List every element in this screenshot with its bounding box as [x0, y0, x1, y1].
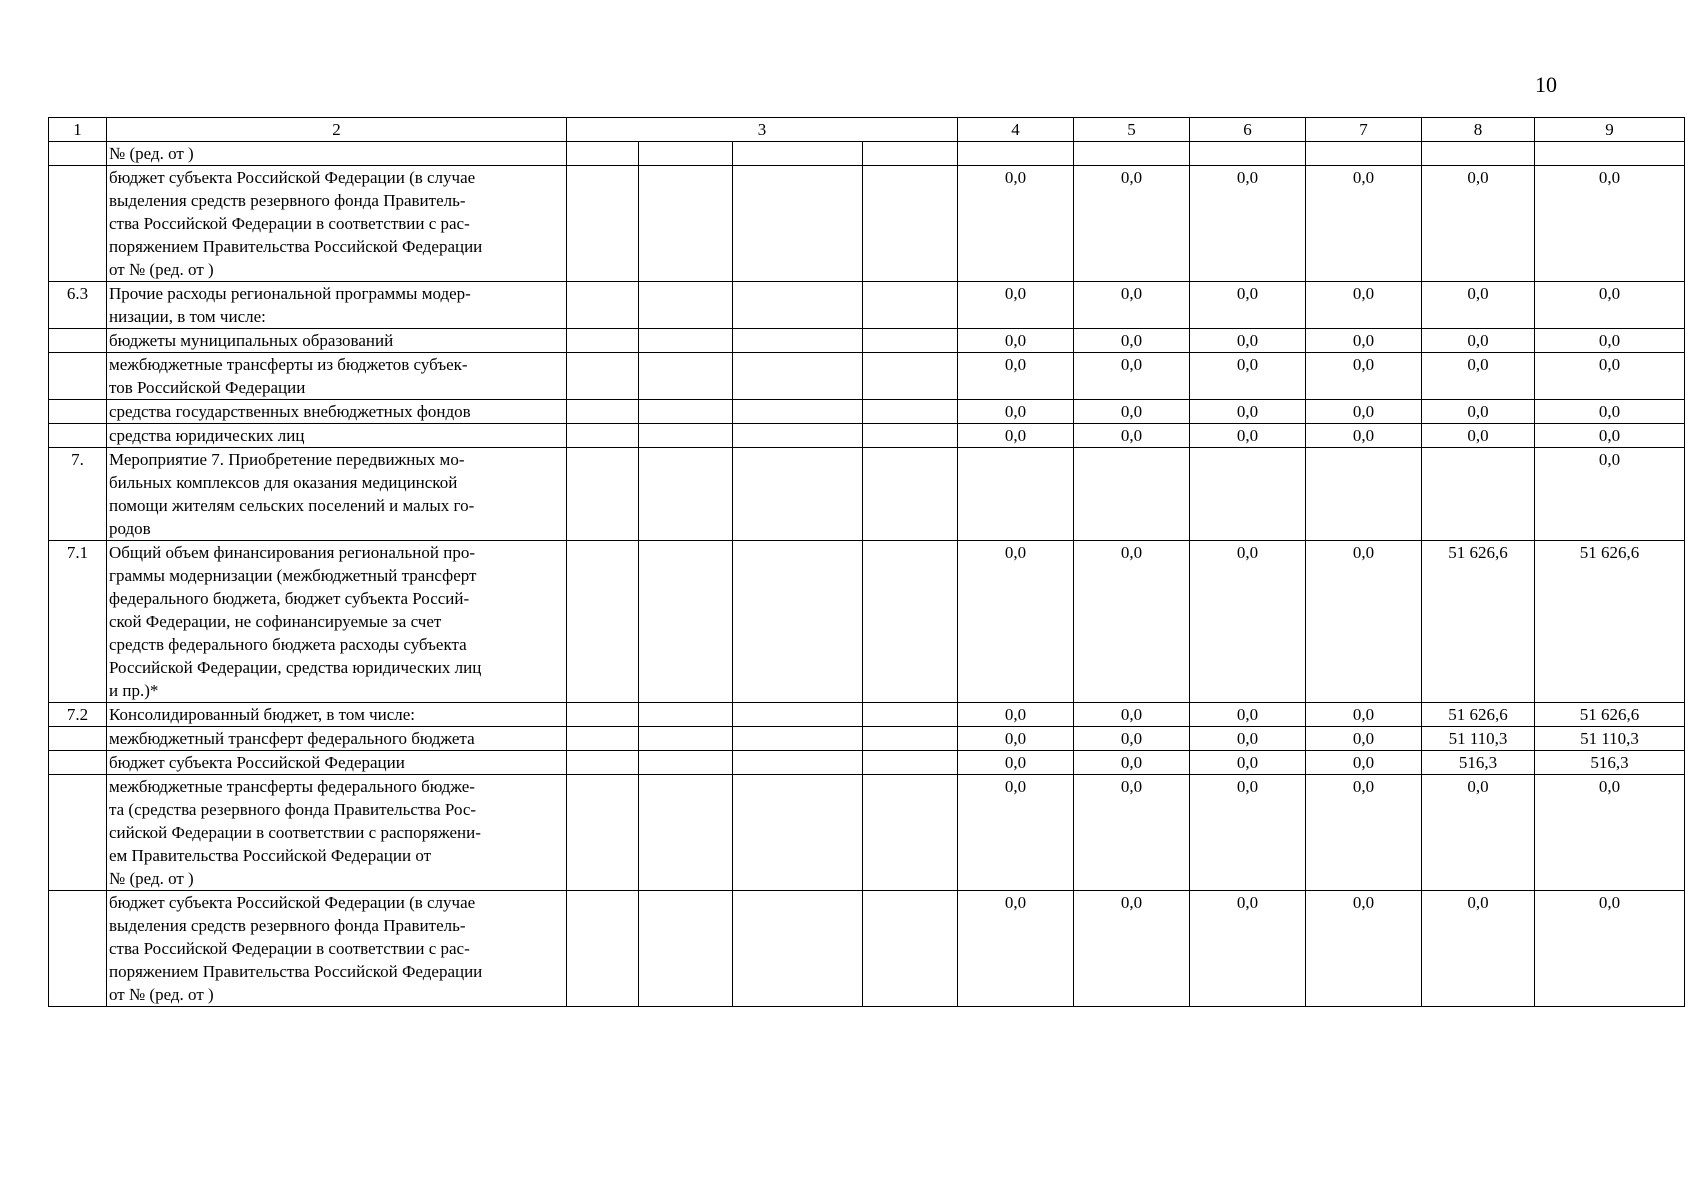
value-cell: 0,0: [1535, 353, 1685, 400]
empty-cell: [733, 541, 863, 703]
row-description: межбюджетные трансферты федерального бюдже- та (средства резервного фонда Правительства Рос- сийской Федерации в соответствии с распоряжени- ем Правительства Российской Федерации от № (ред. от ): [107, 775, 567, 891]
empty-cell: [567, 891, 639, 1007]
table-row: [49, 142, 1685, 166]
empty-cell: [567, 541, 639, 703]
empty-cell: [733, 353, 863, 400]
empty-cell: [733, 400, 863, 424]
table-row: [49, 282, 1685, 329]
row-description: средства государственных внебюджетных фондов: [107, 400, 567, 424]
value-cell: [1306, 448, 1422, 541]
header-col-4: 4: [958, 118, 1074, 142]
empty-cell: [863, 727, 958, 751]
empty-cell: [639, 353, 733, 400]
empty-cell: [567, 329, 639, 353]
empty-cell: [639, 282, 733, 329]
header-col-2: 2: [107, 118, 567, 142]
value-cell: 0,0: [1306, 891, 1422, 1007]
value-cell: 0,0: [1306, 727, 1422, 751]
header-col-9: 9: [1535, 118, 1685, 142]
value-cell: 0,0: [1074, 282, 1190, 329]
row-number: 7.2: [49, 703, 107, 727]
value-cell: 0,0: [1190, 541, 1306, 703]
value-cell: [1306, 142, 1422, 166]
value-cell: 0,0: [958, 541, 1074, 703]
value-cell: 0,0: [1306, 424, 1422, 448]
value-cell: 0,0: [1306, 282, 1422, 329]
empty-cell: [863, 353, 958, 400]
row-description: Общий объем финансирования региональной про- граммы модернизации (межбюджетный трансферт федерального бюджета, бюджет субъекта Россий- ской Федерации, не софинансируемые за счет средств федерального бюджета расходы субъекта Российской Федерации, средства юридических лиц и пр.)*: [107, 541, 567, 703]
value-cell: 0,0: [1306, 751, 1422, 775]
value-cell: [958, 448, 1074, 541]
value-cell: 51 626,6: [1422, 541, 1535, 703]
table-row: [49, 166, 1685, 282]
value-cell: 0,0: [1190, 166, 1306, 282]
value-cell: 0,0: [1074, 775, 1190, 891]
value-cell: 0,0: [1422, 400, 1535, 424]
value-cell: 0,0: [1535, 891, 1685, 1007]
empty-cell: [733, 891, 863, 1007]
value-cell: 0,0: [958, 282, 1074, 329]
value-cell: 0,0: [1306, 353, 1422, 400]
value-cell: [1190, 448, 1306, 541]
value-cell: 0,0: [958, 166, 1074, 282]
value-cell: 0,0: [1074, 541, 1190, 703]
empty-cell: [733, 775, 863, 891]
value-cell: 0,0: [1074, 424, 1190, 448]
empty-cell: [733, 282, 863, 329]
header-col-6: 6: [1190, 118, 1306, 142]
value-cell: 0,0: [958, 751, 1074, 775]
row-number: 7.1: [49, 541, 107, 703]
empty-cell: [639, 775, 733, 891]
row-number: [49, 775, 107, 891]
empty-cell: [567, 282, 639, 329]
value-cell: 516,3: [1535, 751, 1685, 775]
row-description: бюджет субъекта Российской Федерации (в случае выделения средств резервного фонда Правитель- ства Российской Федерации в соответствии с рас- поряжением Правительства Российской Федерации от № (ред. от ): [107, 891, 567, 1007]
row-number: [49, 166, 107, 282]
empty-cell: [733, 142, 863, 166]
table-row: [49, 703, 1685, 727]
value-cell: 0,0: [1074, 751, 1190, 775]
row-number: [49, 142, 107, 166]
row-description: бюджеты муниципальных образований: [107, 329, 567, 353]
row-description: средства юридических лиц: [107, 424, 567, 448]
empty-cell: [733, 703, 863, 727]
empty-cell: [567, 727, 639, 751]
empty-cell: [639, 166, 733, 282]
row-description: бюджет субъекта Российской Федерации (в случае выделения средств резервного фонда Правитель- ства Российской Федерации в соответствии с рас- поряжением Правительства Российской Федерации от № (ред. от ): [107, 166, 567, 282]
value-cell: 0,0: [1422, 166, 1535, 282]
table-row: [49, 424, 1685, 448]
value-cell: 0,0: [1190, 400, 1306, 424]
value-cell: 0,0: [1535, 775, 1685, 891]
value-cell: 0,0: [1190, 751, 1306, 775]
value-cell: 0,0: [1190, 891, 1306, 1007]
row-description: межбюджетный трансферт федерального бюджета: [107, 727, 567, 751]
value-cell: 0,0: [1535, 400, 1685, 424]
row-description: № (ред. от ): [107, 142, 567, 166]
value-cell: [1422, 142, 1535, 166]
empty-cell: [639, 400, 733, 424]
table-row: [49, 353, 1685, 400]
empty-cell: [863, 142, 958, 166]
empty-cell: [733, 329, 863, 353]
empty-cell: [639, 891, 733, 1007]
value-cell: 0,0: [1190, 775, 1306, 891]
table-row: [49, 400, 1685, 424]
value-cell: 0,0: [958, 353, 1074, 400]
table-row: [49, 448, 1685, 541]
empty-cell: [639, 703, 733, 727]
value-cell: 0,0: [958, 727, 1074, 751]
value-cell: 0,0: [1074, 353, 1190, 400]
value-cell: 0,0: [958, 400, 1074, 424]
value-cell: 0,0: [1074, 703, 1190, 727]
value-cell: [1074, 142, 1190, 166]
empty-cell: [567, 166, 639, 282]
value-cell: 0,0: [958, 703, 1074, 727]
row-number: 6.3: [49, 282, 107, 329]
value-cell: 0,0: [1535, 424, 1685, 448]
table-row: [49, 775, 1685, 891]
value-cell: 51 626,6: [1422, 703, 1535, 727]
value-cell: 0,0: [1535, 448, 1685, 541]
empty-cell: [863, 424, 958, 448]
value-cell: 0,0: [1535, 329, 1685, 353]
row-number: [49, 424, 107, 448]
value-cell: 0,0: [958, 891, 1074, 1007]
value-cell: 0,0: [1535, 166, 1685, 282]
value-cell: 0,0: [1422, 329, 1535, 353]
value-cell: [958, 142, 1074, 166]
empty-cell: [733, 166, 863, 282]
empty-cell: [863, 891, 958, 1007]
empty-cell: [863, 400, 958, 424]
empty-cell: [639, 541, 733, 703]
row-number: [49, 751, 107, 775]
empty-cell: [567, 400, 639, 424]
value-cell: 0,0: [1306, 541, 1422, 703]
row-description: Консолидированный бюджет, в том числе:: [107, 703, 567, 727]
value-cell: 516,3: [1422, 751, 1535, 775]
row-number: [49, 891, 107, 1007]
header-col-3: 3: [567, 118, 958, 142]
value-cell: 0,0: [1074, 400, 1190, 424]
value-cell: 0,0: [1306, 703, 1422, 727]
row-number: [49, 353, 107, 400]
value-cell: 0,0: [1074, 166, 1190, 282]
row-number: 7.: [49, 448, 107, 541]
value-cell: 0,0: [1422, 891, 1535, 1007]
header-col-8: 8: [1422, 118, 1535, 142]
table-row: [49, 751, 1685, 775]
value-cell: 0,0: [1422, 353, 1535, 400]
empty-cell: [639, 329, 733, 353]
header-col-7: 7: [1306, 118, 1422, 142]
empty-cell: [567, 353, 639, 400]
empty-cell: [733, 448, 863, 541]
row-description: Мероприятие 7. Приобретение передвижных мо- бильных комплексов для оказания медицинской помощи жителям сельских поселений и малых го- родов: [107, 448, 567, 541]
value-cell: 0,0: [1190, 703, 1306, 727]
empty-cell: [639, 727, 733, 751]
value-cell: 0,0: [1074, 891, 1190, 1007]
empty-cell: [567, 424, 639, 448]
value-cell: 0,0: [1535, 282, 1685, 329]
value-cell: 51 110,3: [1535, 727, 1685, 751]
empty-cell: [863, 329, 958, 353]
empty-cell: [567, 448, 639, 541]
value-cell: 0,0: [1422, 282, 1535, 329]
row-description: межбюджетные трансферты из бюджетов субъек- тов Российской Федерации: [107, 353, 567, 400]
empty-cell: [639, 142, 733, 166]
header-col-1: 1: [49, 118, 107, 142]
value-cell: 0,0: [1190, 329, 1306, 353]
value-cell: 0,0: [958, 424, 1074, 448]
value-cell: 0,0: [1074, 727, 1190, 751]
empty-cell: [733, 751, 863, 775]
empty-cell: [639, 751, 733, 775]
value-cell: 0,0: [1190, 727, 1306, 751]
table-row: [49, 329, 1685, 353]
row-description: Прочие расходы региональной программы модер- низации, в том числе:: [107, 282, 567, 329]
table-row: [49, 541, 1685, 703]
value-cell: 0,0: [958, 775, 1074, 891]
empty-cell: [567, 775, 639, 891]
value-cell: 0,0: [1074, 329, 1190, 353]
value-cell: 0,0: [1306, 775, 1422, 891]
header-row: [49, 118, 1685, 142]
table-row: [49, 727, 1685, 751]
empty-cell: [863, 775, 958, 891]
row-number: [49, 400, 107, 424]
empty-cell: [863, 541, 958, 703]
row-number: [49, 727, 107, 751]
value-cell: [1535, 142, 1685, 166]
page-number: 10: [1535, 72, 1557, 97]
value-cell: 0,0: [1306, 329, 1422, 353]
value-cell: [1074, 448, 1190, 541]
empty-cell: [863, 751, 958, 775]
value-cell: 0,0: [1422, 775, 1535, 891]
empty-cell: [639, 448, 733, 541]
empty-cell: [863, 703, 958, 727]
empty-cell: [733, 424, 863, 448]
empty-cell: [567, 142, 639, 166]
empty-cell: [863, 448, 958, 541]
value-cell: 51 626,6: [1535, 541, 1685, 703]
empty-cell: [733, 727, 863, 751]
value-cell: 0,0: [958, 329, 1074, 353]
table-row: [49, 891, 1685, 1007]
value-cell: 0,0: [1306, 400, 1422, 424]
row-number: [49, 329, 107, 353]
empty-cell: [863, 282, 958, 329]
value-cell: 0,0: [1190, 282, 1306, 329]
value-cell: 51 626,6: [1535, 703, 1685, 727]
empty-cell: [863, 166, 958, 282]
financing-table: [48, 117, 1685, 1007]
empty-cell: [567, 751, 639, 775]
value-cell: [1422, 448, 1535, 541]
row-description: бюджет субъекта Российской Федерации: [107, 751, 567, 775]
value-cell: 0,0: [1422, 424, 1535, 448]
value-cell: [1190, 142, 1306, 166]
header-col-5: 5: [1074, 118, 1190, 142]
value-cell: 0,0: [1190, 424, 1306, 448]
value-cell: 51 110,3: [1422, 727, 1535, 751]
value-cell: 0,0: [1306, 166, 1422, 282]
empty-cell: [567, 703, 639, 727]
value-cell: 0,0: [1190, 353, 1306, 400]
empty-cell: [639, 424, 733, 448]
